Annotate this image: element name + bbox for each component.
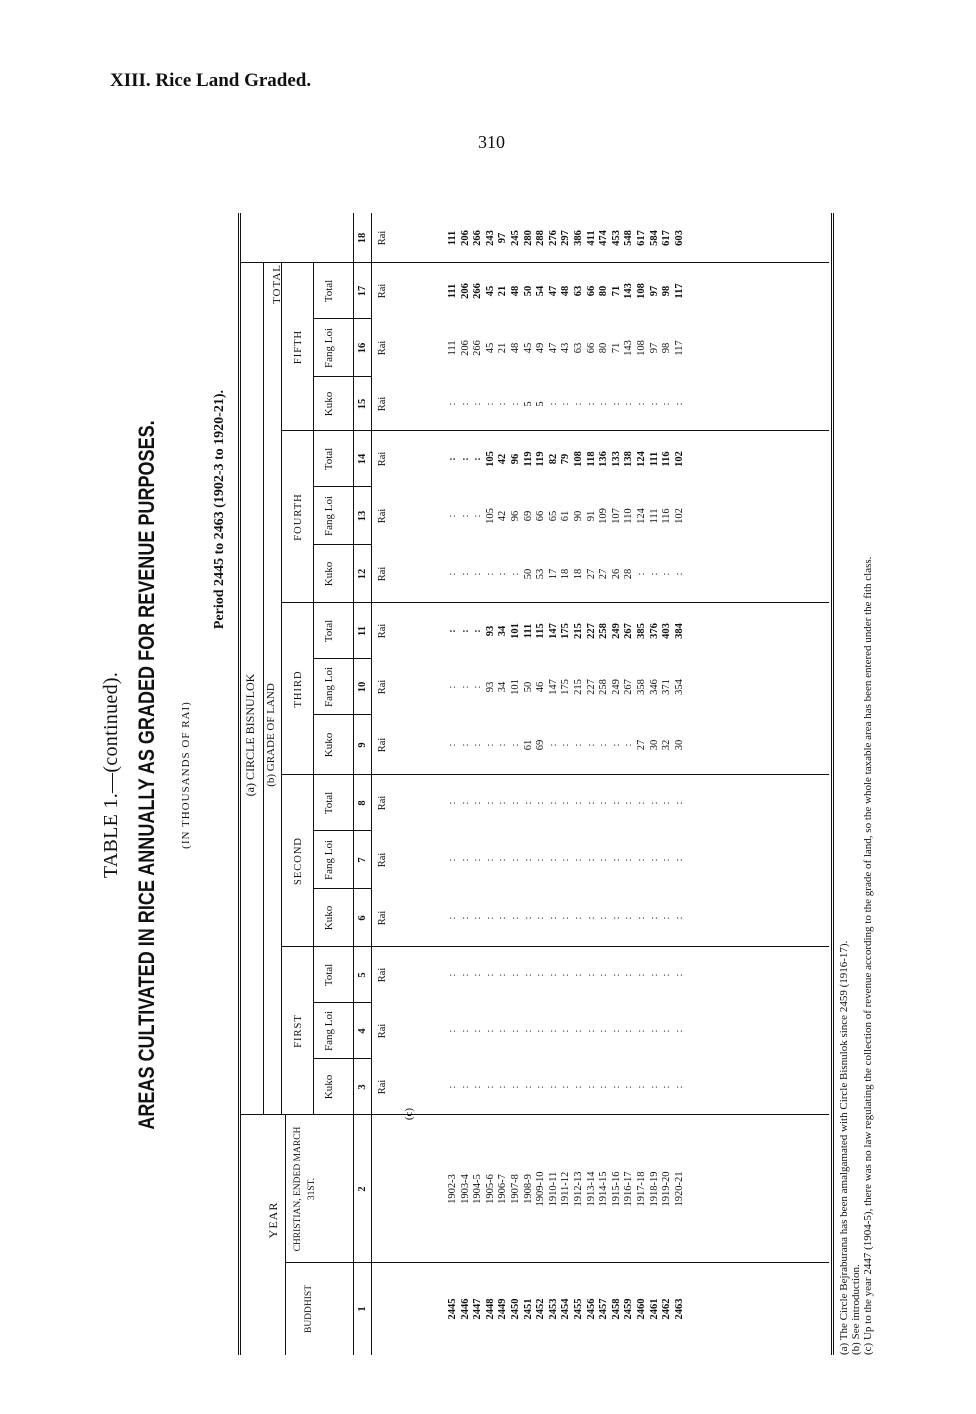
header-year: YEAR [266, 1201, 280, 1239]
unit-label: Rai [377, 967, 388, 983]
column-number: 10 [357, 681, 368, 693]
grid-line [313, 1058, 371, 1059]
data-column-c11: : : : 93 34 101 111 115 147 175 215 227 258 249 267 385 376 403 384 [447, 623, 685, 639]
column-number: 4 [357, 1028, 368, 1034]
column-number: 5 [357, 972, 368, 978]
grid-line [313, 658, 371, 659]
table-unit: (IN THOUSANDS OF RAI) [180, 701, 192, 849]
sub-header: Total [323, 963, 335, 987]
sub-header: Fang Loi [323, 327, 335, 369]
sub-header: Kuko [323, 391, 335, 417]
column-number: 2 [357, 1186, 368, 1192]
unit-label: Rai [377, 396, 388, 412]
unit-label: Rai [377, 1023, 388, 1039]
sub-header: Fang Loi [323, 1010, 335, 1052]
grid-line [313, 1002, 371, 1003]
data-column-c8: : : : : : : : : : : : : : : : : : : : [447, 801, 685, 805]
header-total: TOTAL [271, 264, 283, 304]
grid-line [281, 263, 282, 1115]
table-title: TABLE 1.—(continued). [100, 671, 122, 879]
grid-line [281, 946, 829, 947]
sub-header: Total [323, 619, 335, 643]
sub-header: Total [323, 447, 335, 471]
unit-label: Rai [377, 508, 388, 524]
unit-label: Rai [377, 340, 388, 356]
grid-line [281, 602, 829, 603]
data-column-buddhist: 2445 2446 2447 2448 2449 2450 2451 2452 2453 2454 2455 2456 2457 2458 2459 2460 2461 2462 2463 [447, 1298, 685, 1320]
unit-label: Rai [377, 230, 388, 246]
data-column-c15: : : : : : : 5 5 : : : : : : : : : : : [447, 401, 685, 407]
grid-line [313, 376, 371, 377]
column-number: 16 [357, 342, 368, 354]
table-subtitle: AREAS CULTIVATED IN RICE ANNUALLY AS GRADED FOR REVENUE PURPOSES. [134, 420, 159, 1130]
column-number: 3 [357, 1084, 368, 1090]
unit-label: Rai [377, 1079, 388, 1095]
column-number: 7 [357, 857, 368, 863]
unit-label: Rai [377, 566, 388, 582]
footnote-a: (a) The Circle Bejraburana has been amalgamated with Circle Bisnulok since 2459 (1916-17). [838, 940, 850, 1355]
data-column-c18: 111 206 266 243 97 245 280 288 276 297 386 411 474 453 548 617 584 617 603 [447, 230, 685, 246]
unit-label: Rai [377, 679, 388, 695]
column-number: 8 [357, 800, 368, 806]
header-christian: CHRISTIAN, ENDED MARCH 31ST. [293, 1126, 317, 1252]
sub-header: Fang Loi [323, 666, 335, 708]
page-number: 310 [478, 132, 505, 152]
rotated-table-page [90, 160, 890, 1390]
column-number: 13 [357, 510, 368, 522]
grid-line [241, 1114, 829, 1115]
column-number: 9 [357, 742, 368, 748]
grid-line [313, 714, 371, 715]
data-column-c7: : : : : : : : : : : : : : : : : : : : [447, 858, 685, 862]
data-column-c6: : : : : : : : : : : : : : : : : : : : [447, 916, 685, 920]
unit-label: Rai [377, 451, 388, 467]
sub-header: Kuko [323, 1074, 335, 1100]
unit-label: Rai [377, 795, 388, 811]
unit-label: Rai [377, 283, 388, 299]
column-number: 17 [357, 285, 368, 297]
grid-line [313, 830, 371, 831]
data-column-c4: : : : : : : : : : : : : : : : : : : : [447, 1029, 685, 1033]
column-number: 18 [357, 232, 368, 244]
data-column-c13: : : : 105 42 96 69 66 65 61 90 91 109 107 110 124 111 116 102 [447, 508, 685, 524]
grid-line [353, 1262, 371, 1263]
sub-header: Kuko [323, 561, 335, 587]
unit-label: Rai [377, 910, 388, 926]
grade-group-first: FIRST [293, 1014, 304, 1048]
footnote-c: (c) Up to the year 2447 (1904-5), there was no law regulating the collection of revenue according to the grade of land, so the whole taxable area has been entered under the fith class. [862, 556, 874, 1355]
sub-header: Kuko [323, 732, 335, 758]
grid-line [263, 263, 264, 1115]
grid-line [313, 544, 371, 545]
note-c-marker: (c) [403, 1107, 415, 1121]
data-column-c14: : : : 105 42 96 119 119 82 79 108 118 136 133 138 124 111 116 102 [447, 451, 685, 467]
grade-group-fifth: FIFTH [293, 329, 304, 365]
column-number: 15 [357, 398, 368, 410]
column-number: 12 [357, 568, 368, 580]
grid-line [281, 774, 829, 775]
data-column-c9: : : : : : : 61 69 : : : : : : : 27 30 32 30 [447, 739, 685, 751]
grid-line [241, 262, 829, 263]
sub-header: Total [323, 279, 335, 303]
grid-line [313, 263, 314, 1115]
grid-line [281, 430, 829, 431]
header-grade: (b) GRADE OF LAND [265, 683, 277, 787]
grid-line [313, 888, 371, 889]
grid-line [353, 213, 354, 1355]
unit-label: Rai [377, 852, 388, 868]
grade-group-third: THIRD [293, 670, 304, 708]
unit-label: Rai [377, 737, 388, 753]
unit-label: Rai [377, 623, 388, 639]
table-period: Period 2445 to 2463 (1902-3 to 1920-21). [212, 390, 227, 630]
data-column-c10: : : : 93 34 101 50 46 147 175 215 227 258 249 267 358 346 371 354 [447, 679, 685, 695]
grid-line [285, 1115, 286, 1355]
sub-header: Total [323, 791, 335, 815]
data-column-c17: 111 206 266 45 21 48 50 54 47 48 63 66 80 71 143 108 97 98 117 [447, 283, 685, 299]
sub-header: Fang Loi [323, 839, 335, 881]
header-buddhist: BUDDHIST [304, 1284, 314, 1334]
grade-group-fourth: FOURTH [293, 493, 304, 541]
header-circle: (a) CIRCLE BISNULOK [243, 673, 257, 797]
footnotes [838, 213, 874, 1355]
grid-line [371, 213, 372, 1355]
column-number: 11 [357, 626, 368, 636]
grid-line [313, 486, 371, 487]
grade-group-second: SECOND [293, 837, 304, 886]
data-column-christian: 1902-3 1903-4 1904-5 1905-6 1906-7 1907-8 1908-9 1909-10 1910-11 1911-12 1912-13 1913-14 1914-15 1915-16 1916-17 1917-18 1918-19 1919-20 1920-21 [447, 1171, 685, 1207]
sub-header: Kuko [323, 905, 335, 931]
data-column-c5: : : : : : : : : : : : : : : : : : : : [447, 973, 685, 977]
column-number: 6 [357, 915, 368, 921]
column-number: 14 [357, 453, 368, 465]
footnote-b: (b) See introduction. [850, 1264, 862, 1355]
section-heading: XIII. Rice Land Graded. [110, 70, 312, 91]
grid-line [313, 318, 371, 319]
data-column-c12: : : : : : : 50 53 17 18 18 27 27 26 28 : : : : [447, 568, 685, 580]
table-frame [238, 213, 834, 1355]
column-number: 1 [357, 1306, 368, 1312]
data-column-c16: 111 206 266 45 21 48 45 49 47 43 63 66 80 71 143 108 97 98 117 [447, 340, 685, 356]
data-column-c3: : : : : : : : : : : : : : : : : : : : [447, 1085, 685, 1089]
sub-header: Fang Loi [323, 495, 335, 537]
